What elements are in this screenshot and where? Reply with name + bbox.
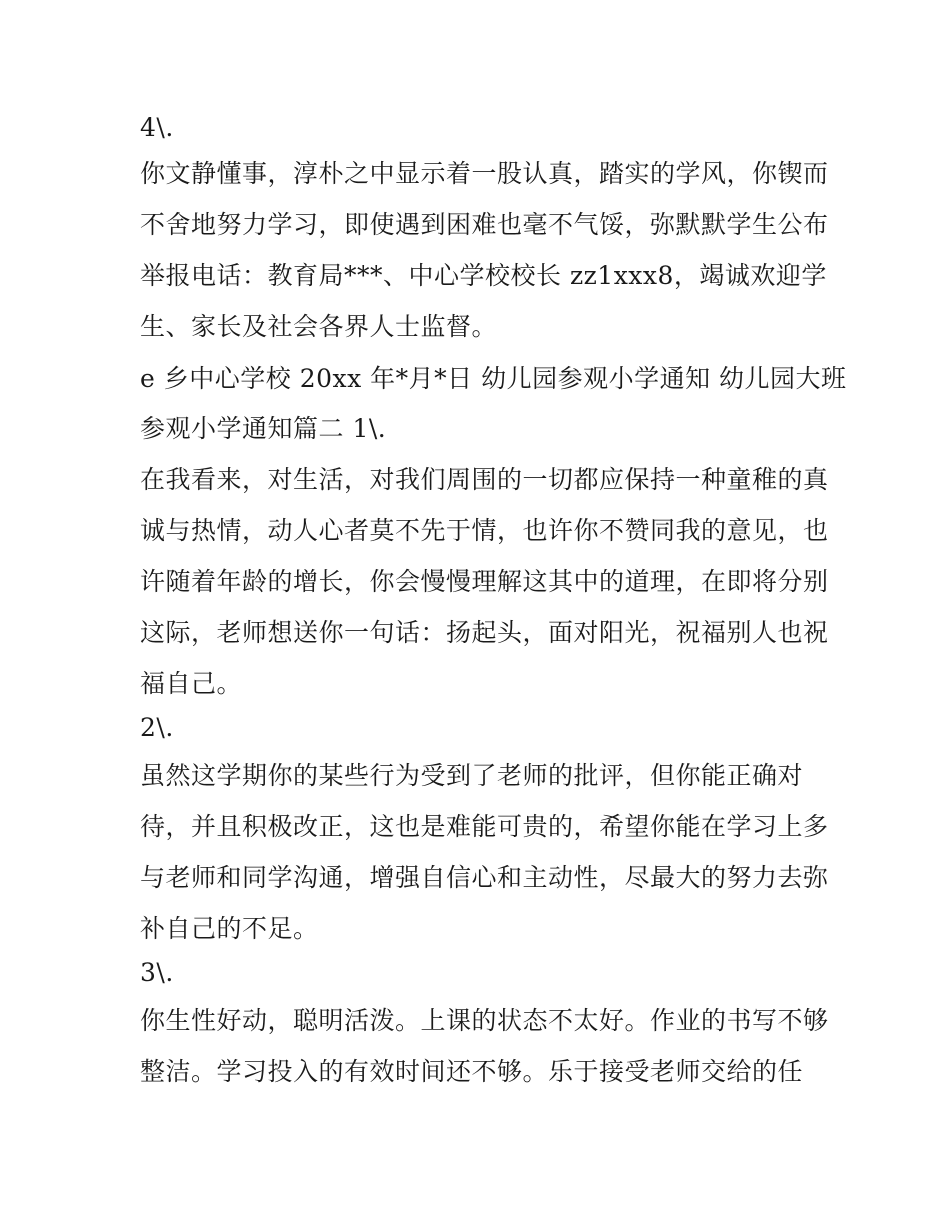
text-line: 许随着年龄的增长，你会慢慢理解这其中的道理，在即将分别 [140,567,829,596]
text-line: 诚与热情，动人心者莫不先于情，也许你不赞同我的意见，也 [140,516,829,545]
text-line: 在我看来，对生活，对我们周围的一切都应保持一种童稚的真 [140,465,829,494]
text-line: 福自己。 [140,669,243,698]
text-line: 参观小学通知篇二 1\. [140,414,387,443]
text-line: 3\. [140,958,174,987]
text-line: 与老师和同学沟通，增强自信心和主动性，尽最大的努力去弥 [140,863,829,892]
text-line: 你文静懂事，淳朴之中显示着一股认真，踏实的学风，你锲而 [140,159,829,188]
text-line: 不舍地努力学习，即使遇到困难也毫不气馁，弥默默学生公布 [140,210,829,239]
text-line: 举报电话：教育局***、中心学校校长 zz1xxx8，竭诚欢迎学 [140,261,827,290]
text-line: 待，并且积极改正，这也是难能可贵的，希望你能在学习上多 [140,812,829,841]
text-line: 虽然这学期你的某些行为受到了老师的批评，但你能正确对 [140,761,804,790]
text-line: 这际，老师想送你一句话：扬起头，面对阳光，祝福别人也祝 [140,618,829,647]
text-line: 补自己的不足。 [140,914,319,943]
text-line: 2\. [140,713,174,742]
text-line: 你生性好动，聪明活泼。上课的状态不太好。作业的书写不够 [140,1006,829,1035]
text-line: e 乡中心学校 20xx 年*月*日 幼儿园参观小学通知 幼儿园大班 [140,364,847,393]
text-line: 生、家长及社会各界人士监督。 [140,312,498,341]
text-line: 整洁。学习投入的有效时间还不够。乐于接受老师交给的任 [140,1057,804,1086]
text-line: 4\. [140,113,174,142]
